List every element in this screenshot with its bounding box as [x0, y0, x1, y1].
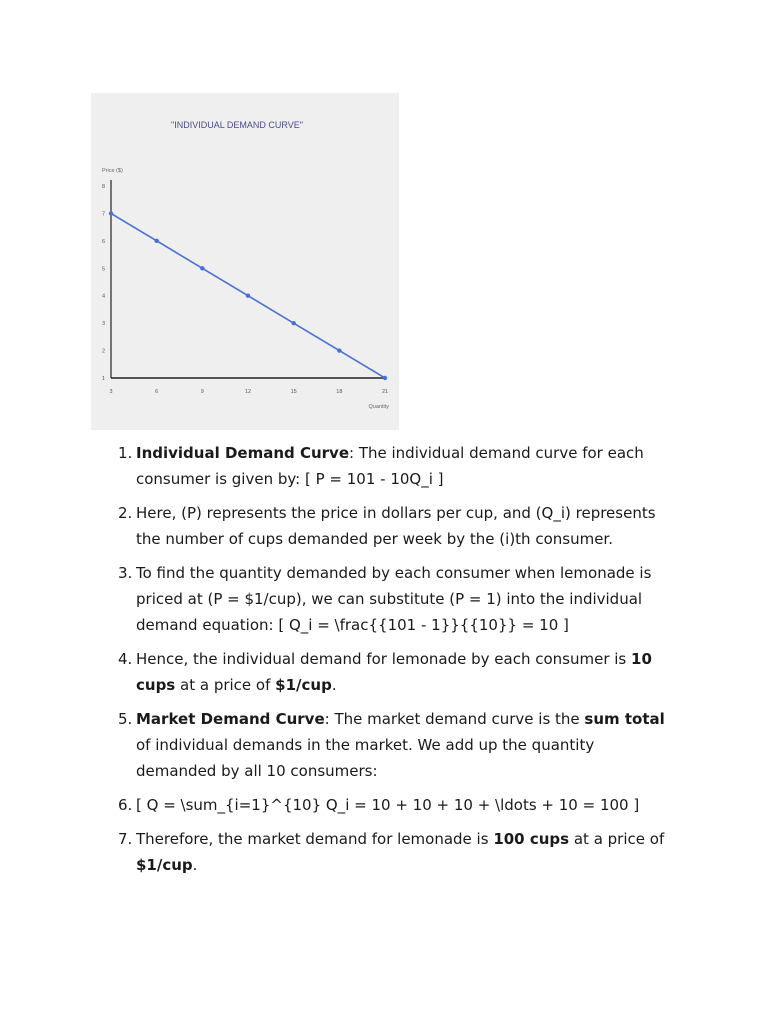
- chart-x-tick-label: 12: [244, 389, 252, 395]
- chart-data-point: [246, 294, 250, 298]
- chart-x-tick-label: 15: [290, 389, 297, 395]
- chart-data-point: [383, 376, 387, 380]
- demand-chart-svg: [91, 93, 399, 430]
- body-text: at a price of: [569, 830, 665, 848]
- chart-x-tick-label: 21: [381, 389, 389, 395]
- chart-data-point: [109, 211, 113, 215]
- chart-x-tick-label: 18: [336, 389, 343, 395]
- chart-y-tick-label: 7: [101, 211, 105, 218]
- body-text: at a price of: [175, 676, 276, 694]
- chart-title: "INDIVIDUAL DEMAND CURVE": [171, 120, 303, 130]
- list-item-number: 6.: [118, 796, 133, 814]
- chart-y-tick-label: 4: [101, 293, 105, 300]
- bold-text: Market Demand Curve: [136, 710, 325, 728]
- body-text: [ Q = \sum_{i=1}^{10} Q_i = 10 + 10 + 10 + \ldots + 10 = 100 ]: [136, 796, 640, 814]
- bold-text: Individual Demand Curve: [136, 444, 350, 462]
- list-item: [118, 826, 678, 878]
- chart-x-tick-label: 3: [109, 389, 113, 395]
- list-item: [118, 706, 678, 784]
- bold-text: sum total: [584, 710, 665, 728]
- chart-y-tick-label: 5: [101, 266, 105, 273]
- bold-text: 100 cups: [493, 830, 570, 848]
- bold-text: $1/cup: [275, 676, 332, 694]
- chart-data-point: [154, 239, 158, 243]
- body-text: : The individual demand curve for each consumer is given by: [ P = 101 - 10Q_i ]: [136, 444, 644, 488]
- list-item: [118, 560, 678, 638]
- body-text: Here, (P) represents the price in dollars per cup, and (Q_i) represents the number of cups demanded per week by the (i)th consumer.: [136, 504, 656, 548]
- chart-data-point: [200, 266, 204, 270]
- chart-y-tick-label: 6: [101, 238, 105, 245]
- bold-text: $1/cup: [136, 856, 193, 874]
- chart-data-point: [291, 321, 295, 325]
- demand-chart: [91, 93, 399, 430]
- list-item-number: 2.: [118, 504, 133, 522]
- list-item-number: 5.: [118, 710, 133, 728]
- body-text: To find the quantity demanded by each consumer when lemonade is priced at (P = $1/cup), we can substitute (P = 1) into the individual demand equation: [ Q_i = \frac{{101 - 1}}{{10}} = 10 ]: [136, 564, 652, 634]
- list-item: [118, 792, 678, 818]
- chart-x-axis-label: Quantity: [368, 404, 389, 410]
- chart-y-axis-label: Price ($): [102, 168, 123, 174]
- chart-data-point: [337, 348, 341, 352]
- chart-y-tick-label: 3: [101, 321, 105, 328]
- chart-y-tick-label: 8: [101, 184, 105, 190]
- list-item-number: 3.: [118, 564, 133, 582]
- chart-y-tick-label: 1: [101, 376, 105, 382]
- body-text: : The market demand curve is the: [324, 710, 585, 728]
- body-text: Hence, the individual demand for lemonade by each consumer is: [136, 650, 632, 668]
- body-text: .: [192, 856, 198, 874]
- list-item: [118, 646, 678, 698]
- list-item-number: 7.: [118, 830, 133, 848]
- body-text: .: [331, 676, 337, 694]
- explanation-list: [118, 440, 678, 886]
- chart-y-tick-label: 2: [101, 348, 105, 355]
- list-item-number: 4.: [118, 650, 133, 668]
- bold-text: 10 cups: [136, 650, 652, 694]
- chart-x-tick-label: 6: [155, 389, 159, 395]
- list-item-number: 1.: [118, 444, 133, 462]
- list-item: [118, 500, 678, 552]
- body-text: of individual demands in the market. We add up the quantity demanded by all 10 consumers:: [136, 736, 595, 780]
- list-item: [118, 440, 678, 492]
- body-text: Therefore, the market demand for lemonade is: [136, 830, 494, 848]
- chart-x-tick-label: 9: [200, 389, 204, 395]
